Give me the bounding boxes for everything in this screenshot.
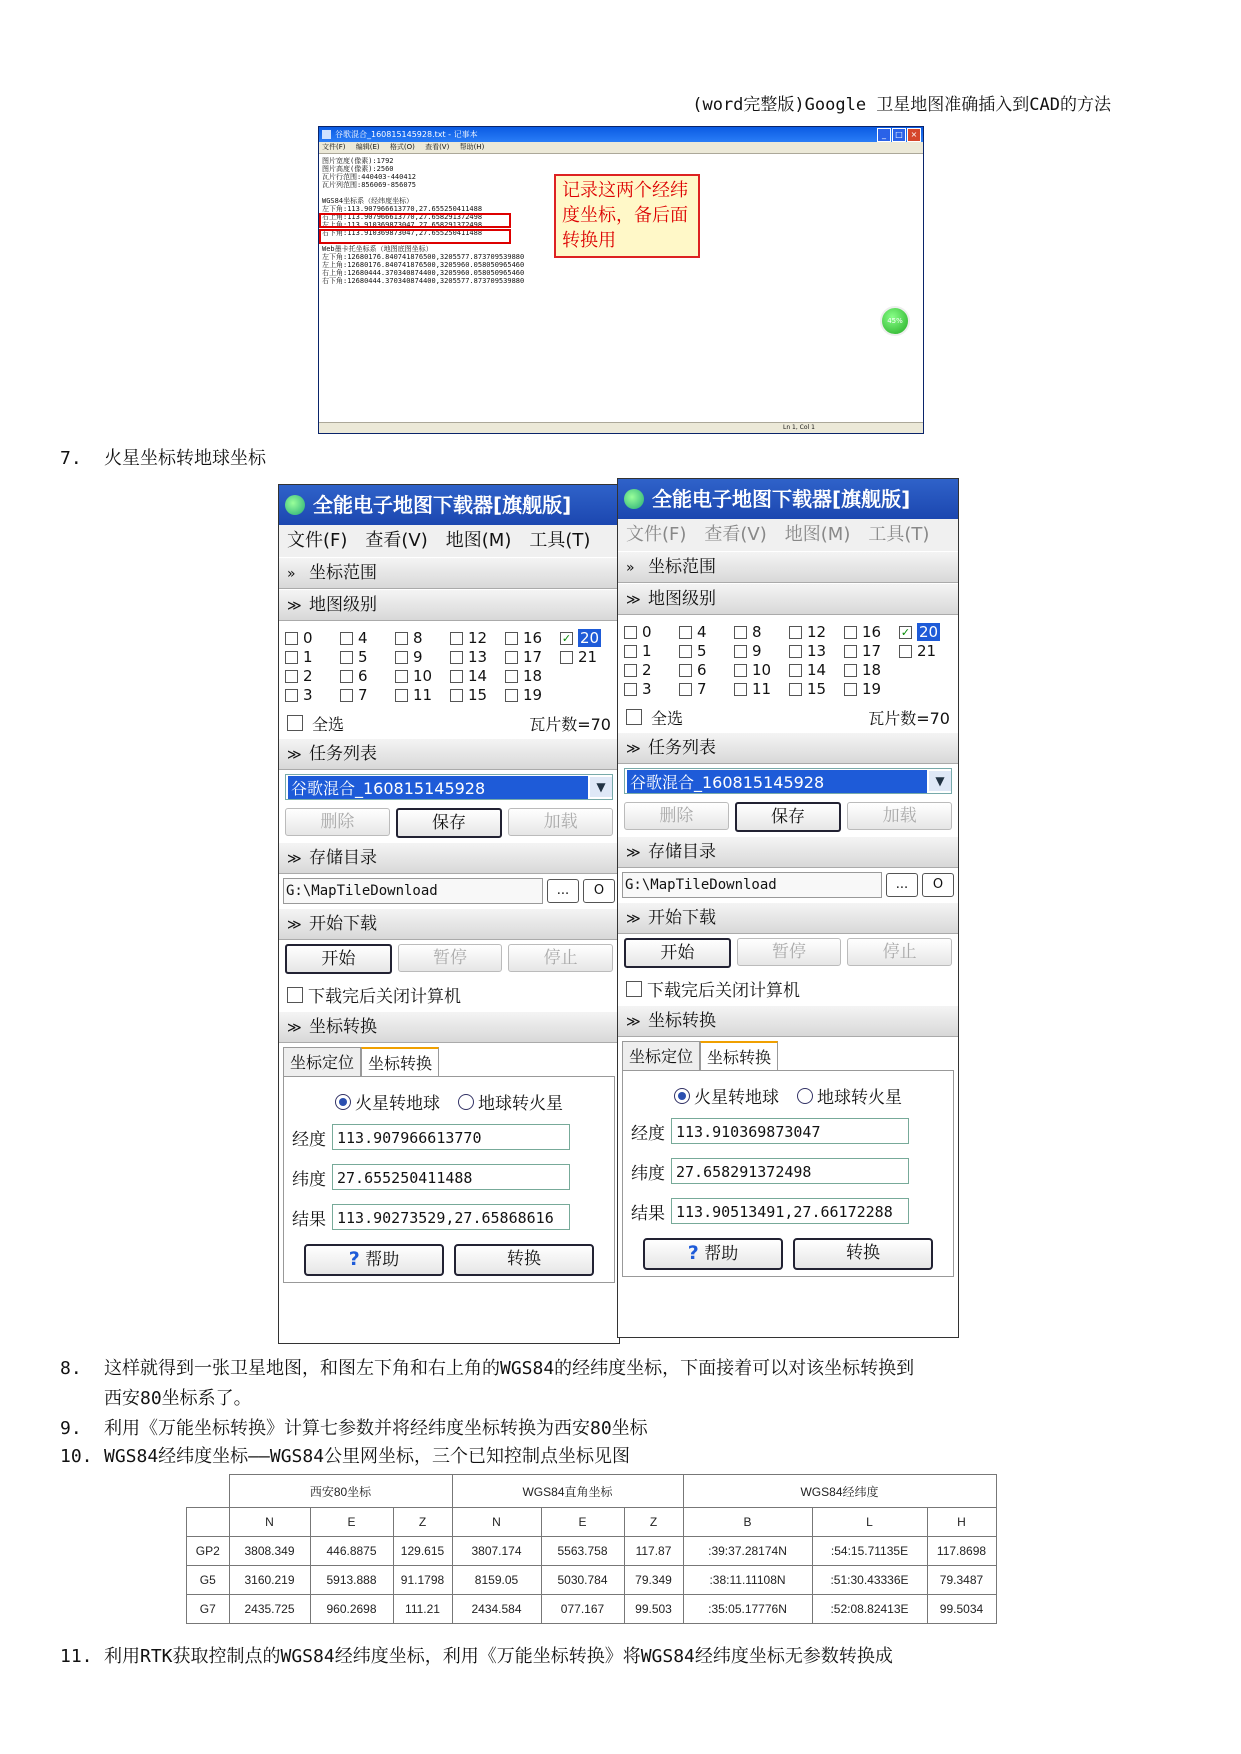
level-checkbox[interactable]: 14 <box>450 667 505 685</box>
tile-count: 瓦片数=70 <box>529 714 611 734</box>
level-checkbox[interactable]: 5 <box>679 642 734 660</box>
close-icon[interactable]: × <box>907 128 921 142</box>
downloader-panel-right <box>617 478 959 1338</box>
column-header: L <box>812 1508 927 1537</box>
level-checkbox[interactable]: 3 <box>624 680 679 698</box>
menu-view[interactable]: 查看(V) <box>425 143 450 151</box>
chevron-down-icon[interactable]: ▼ <box>590 777 612 797</box>
level-checkbox[interactable]: 21 <box>899 642 954 660</box>
stop-button[interactable]: 停止 <box>508 944 613 972</box>
level-checkbox[interactable]: 4 <box>679 623 734 641</box>
open-dir-button[interactable]: O <box>583 879 615 903</box>
expand-icon: » <box>287 566 296 582</box>
item-8: 8. 这样就得到一张卫星地图，和图左下角和右上角的WGS84的经纬度坐标，下面接着可以对该坐标转换到 西安80坐标系了。 <box>60 1358 915 1409</box>
globe-icon <box>624 489 644 509</box>
app-menu <box>618 519 958 551</box>
column-header: E <box>541 1508 624 1537</box>
collapse-icon: ≫ <box>287 1020 302 1036</box>
select-all-checkbox[interactable]: 全选 <box>626 706 683 729</box>
load-button[interactable]: 加载 <box>847 802 952 830</box>
menu-view[interactable]: 查看(V) <box>704 524 767 545</box>
collapse-icon: ≫ <box>287 917 302 933</box>
longitude-input[interactable]: 113.907966613770 <box>332 1124 570 1150</box>
level-checkbox[interactable]: 13 <box>789 642 844 660</box>
level-checkbox[interactable]: 14 <box>789 661 844 679</box>
minimize-icon[interactable]: _ <box>877 128 891 142</box>
highlight-box-2 <box>319 229 511 244</box>
level-checkbox[interactable]: 11 <box>395 686 450 704</box>
help-button[interactable]: ? 帮助 <box>304 1244 444 1276</box>
level-checkbox[interactable]: 19 <box>844 680 899 698</box>
menu-edit[interactable]: 编辑(E) <box>355 143 380 151</box>
section-coord-convert[interactable]: ≫ 坐标转换 <box>618 1005 958 1037</box>
section-coord-range[interactable]: » 坐标范围 <box>279 557 619 589</box>
convert-button[interactable]: 转换 <box>454 1244 594 1276</box>
help-icon: ? <box>348 1248 360 1270</box>
section-map-level[interactable]: ≫ 地图级别 <box>279 589 619 621</box>
control-points-table <box>186 1474 997 1624</box>
select-all-row <box>279 708 619 738</box>
tab-convert[interactable]: 坐标转换 <box>361 1047 439 1076</box>
highlight-box-1 <box>319 213 511 228</box>
help-icon: ? <box>687 1242 699 1264</box>
level-checkbox[interactable]: 7 <box>340 686 395 704</box>
check-icon: ✓ <box>900 625 911 639</box>
tab-convert[interactable]: 坐标转换 <box>700 1041 778 1070</box>
maximize-icon[interactable]: □ <box>892 128 906 142</box>
level-checkbox[interactable]: 15 <box>450 686 505 704</box>
level-checkbox[interactable]: 18 <box>505 667 560 685</box>
latitude-input[interactable]: 27.655250411488 <box>332 1164 570 1190</box>
level-checkbox[interactable]: 19 <box>505 686 560 704</box>
level-checkbox[interactable]: 6 <box>340 667 395 685</box>
chevron-down-icon[interactable]: ▼ <box>929 771 951 791</box>
radio-earth-to-mars[interactable]: 地球转火星 <box>797 1083 902 1108</box>
collapse-icon: ≫ <box>287 747 302 763</box>
level-checkbox[interactable]: 2 <box>285 667 340 685</box>
column-header: B <box>683 1508 812 1537</box>
table-row: GP2 3808.349 446.8875 129.615 3807.174 5563.758 117.87 :39:37.28174N :54:15.71135E 117.8698 <box>187 1537 997 1566</box>
tab-locate[interactable]: 坐标定位 <box>622 1041 700 1070</box>
group-header: 西安80坐标 <box>229 1475 452 1508</box>
level-checkbox[interactable]: 8 <box>395 629 450 647</box>
save-button[interactable]: 保存 <box>396 808 503 838</box>
notepad-menu <box>319 142 923 154</box>
pause-button[interactable]: 暂停 <box>737 938 842 966</box>
notepad-window <box>318 126 924 434</box>
level-checkbox[interactable]: 4 <box>340 629 395 647</box>
app-title-bar: 全能电子地图下载器[旗舰版] <box>279 485 619 525</box>
radio-mars-to-earth[interactable]: 火星转地球 <box>335 1089 440 1114</box>
menu-file[interactable]: 文件(F) <box>626 524 687 545</box>
menu-file[interactable]: 文件(F) <box>287 530 348 551</box>
level-checkbox[interactable]: 2 <box>624 661 679 679</box>
browse-button[interactable]: ... <box>886 873 918 897</box>
task-select[interactable]: 谷歌混合_160815145928 ▼ <box>285 774 613 800</box>
level-checkbox[interactable]: 17 <box>844 642 899 660</box>
menu-format[interactable]: 格式(O) <box>389 143 415 151</box>
shutdown-checkbox[interactable]: 下载完后关闭计算机 <box>279 978 619 1011</box>
page-header: (word完整版)Google 卫星地图准确插入到CAD的方法 <box>692 95 1111 115</box>
globe-icon <box>285 495 305 515</box>
column-header: E <box>310 1508 393 1537</box>
level-checkbox[interactable]: 21 <box>560 648 615 666</box>
select-all-checkbox[interactable]: 全选 <box>287 712 344 735</box>
dir-input[interactable]: G:\MapTileDownload <box>283 878 543 904</box>
callout-note: 记录这两个经纬度坐标，备后面转换用 <box>554 174 700 258</box>
start-button[interactable]: 开始 <box>624 938 731 968</box>
section-storage-dir[interactable]: ≫ 存储目录 <box>618 836 958 868</box>
tile-count: 瓦片数=70 <box>868 708 950 728</box>
help-button[interactable]: ? 帮助 <box>643 1238 783 1270</box>
notepad-status-bar: Ln 1, Col 1 <box>319 422 923 433</box>
column-header: Z <box>393 1508 452 1537</box>
radio-mars-to-earth[interactable]: 火星转地球 <box>674 1083 779 1108</box>
level-checkbox[interactable]: 10 <box>395 667 450 685</box>
radio-earth-to-mars[interactable]: 地球转火星 <box>458 1089 563 1114</box>
result-input[interactable]: 113.90273529,27.65868616 <box>332 1204 570 1230</box>
notepad-text[interactable]: 图片宽度(像素):1792 图片高度(像素):2560 瓦片行范围:440403-440412 瓦片列范围:856069-856075 WGS84坐标系（经纬度坐标） 左下角:113.907966613770,27.655250411488 右上角:113.907966613770,27.658291372498 左上角:113.910369873047,27.658291372498 右下角:113.910369873047,27.655250411488 Web墨卡托坐标系（地图底图坐标） 左下角:12680176.840741876500,3205577.873709539880 左上角:12680176.840741876500,3205960.058050965460 右上角:12680444.370340874400,3205960.058050965460 右下角:12680444.370340874400,3205577.873709539880 <box>322 157 525 285</box>
menu-help[interactable]: 帮助(H) <box>459 143 485 151</box>
longitude-input[interactable]: 113.910369873047 <box>671 1118 909 1144</box>
level-checkbox[interactable]: 15 <box>789 680 844 698</box>
level-checkbox[interactable]: 5 <box>340 648 395 666</box>
level-checkbox[interactable]: 18 <box>844 661 899 679</box>
dir-input[interactable]: G:\MapTileDownload <box>622 872 882 898</box>
delete-button[interactable]: 删除 <box>285 808 390 836</box>
task-select[interactable]: 谷歌混合_160815145928 ▼ <box>624 768 952 794</box>
level-grid <box>618 615 958 702</box>
level-checkbox[interactable]: 16 <box>505 629 560 647</box>
result-input[interactable]: 113.90513491,27.66172288 <box>671 1198 909 1224</box>
section-start-download[interactable]: ≫ 开始下载 <box>618 902 958 934</box>
column-header: N <box>452 1508 541 1537</box>
save-button[interactable]: 保存 <box>735 802 842 832</box>
level-checkbox[interactable]: 1 <box>285 648 340 666</box>
notepad-title-bar <box>319 127 923 142</box>
item-9: 9. 利用《万能坐标转换》计算七参数并将经纬度坐标转换为西安80坐标 <box>60 1418 648 1439</box>
level-checkbox[interactable]: 12 <box>789 623 844 641</box>
level-checkbox[interactable]: 8 <box>734 623 789 641</box>
menu-view[interactable]: 查看(V) <box>365 530 428 551</box>
downloader-panel-left <box>278 484 620 1344</box>
level-checkbox[interactable]: 12 <box>450 629 505 647</box>
level-grid <box>279 621 619 708</box>
level-checkbox[interactable]: 11 <box>734 680 789 698</box>
section-task-list[interactable]: ≫ 任务列表 <box>279 738 619 770</box>
level-checkbox-checked[interactable]: ✓ 20 <box>561 629 600 647</box>
progress-badge: 45% <box>880 306 910 336</box>
section-start-download[interactable]: ≫ 开始下载 <box>279 908 619 940</box>
start-button[interactable]: 开始 <box>285 944 392 974</box>
menu-tools[interactable]: 工具(T) <box>868 524 930 545</box>
group-header: WGS84直角坐标 <box>452 1475 683 1508</box>
group-header: WGS84经纬度 <box>683 1475 996 1508</box>
section-coord-range[interactable]: » 坐标范围 <box>618 551 958 583</box>
level-checkbox[interactable]: 0 <box>624 623 679 641</box>
level-checkbox[interactable]: 16 <box>844 623 899 641</box>
level-checkbox[interactable]: 7 <box>679 680 734 698</box>
tab-locate[interactable]: 坐标定位 <box>283 1047 361 1076</box>
item-10: 10. WGS84经纬度坐标——WGS84公里网坐标，三个已知控制点坐标见图 <box>60 1446 631 1467</box>
collapse-icon: ≫ <box>287 851 302 867</box>
menu-file[interactable]: 文件(F) <box>322 143 346 151</box>
table-row: G5 3160.219 5913.888 91.1798 8159.05 5030.784 79.349 :38:11.11108N :51:30.43336E 79.3487 <box>187 1566 997 1595</box>
stop-button[interactable]: 停止 <box>847 938 952 966</box>
section-task-list[interactable]: ≫ 任务列表 <box>618 732 958 764</box>
section-map-level[interactable]: ≫ 地图级别 <box>618 583 958 615</box>
convert-panel: 火星转地球 地球转火星 经度 113.907966613770 纬度 27.655250411488 结果 113.90273529,27.65868616 ? 帮助 转换 <box>283 1076 615 1283</box>
level-checkbox[interactable]: 17 <box>505 648 560 666</box>
level-checkbox[interactable]: 1 <box>624 642 679 660</box>
browse-button[interactable]: ... <box>547 879 579 903</box>
pause-button[interactable]: 暂停 <box>398 944 503 972</box>
section-storage-dir[interactable]: ≫ 存储目录 <box>279 842 619 874</box>
menu-map[interactable]: 地图(M) <box>445 530 512 551</box>
level-checkbox[interactable]: 6 <box>679 661 734 679</box>
check-icon: ✓ <box>561 631 572 645</box>
level-checkbox[interactable]: 0 <box>285 629 340 647</box>
convert-panel: 火星转地球 地球转火星 经度 113.910369873047 纬度 27.658291372498 结果 113.90513491,27.66172288 ? 帮助 转换 <box>622 1070 954 1277</box>
menu-map[interactable]: 地图(M) <box>784 524 851 545</box>
notepad-icon <box>322 130 331 139</box>
collapse-icon: ≫ <box>287 598 302 614</box>
column-header: Z <box>624 1508 683 1537</box>
level-checkbox[interactable]: 9 <box>395 648 450 666</box>
app-title-bar: 全能电子地图下载器[旗舰版] <box>618 479 958 519</box>
latitude-input[interactable]: 27.658291372498 <box>671 1158 909 1184</box>
menu-tools[interactable]: 工具(T) <box>529 530 591 551</box>
app-menu <box>279 525 619 557</box>
column-header: H <box>927 1508 996 1537</box>
table-row: G7 2435.725 960.2698 111.21 2434.584 077.167 99.503 :35:05.17776N :52:08.82413E 99.5034 <box>187 1595 997 1624</box>
level-checkbox[interactable]: 3 <box>285 686 340 704</box>
item-11: 11. 利用RTK获取控制点的WGS84经纬度坐标，利用《万能坐标转换》将WGS84经纬度坐标无参数转换成 <box>60 1646 893 1667</box>
shutdown-checkbox[interactable]: 下载完后关闭计算机 <box>618 972 958 1005</box>
item-7: 7. 火星坐标转地球坐标 <box>60 448 266 469</box>
section-coord-convert[interactable]: ≫ 坐标转换 <box>279 1011 619 1043</box>
notepad-title: 谷歌混合_160815145928.txt - 记事本 <box>335 130 478 139</box>
level-checkbox[interactable]: 13 <box>450 648 505 666</box>
open-dir-button[interactable]: O <box>922 873 954 897</box>
load-button[interactable]: 加载 <box>508 808 613 836</box>
delete-button[interactable]: 删除 <box>624 802 729 830</box>
level-checkbox[interactable]: 9 <box>734 642 789 660</box>
level-checkbox[interactable]: 10 <box>734 661 789 679</box>
column-header: N <box>229 1508 310 1537</box>
convert-button[interactable]: 转换 <box>793 1238 933 1270</box>
level-checkbox-checked[interactable]: ✓ 20 <box>900 623 939 641</box>
